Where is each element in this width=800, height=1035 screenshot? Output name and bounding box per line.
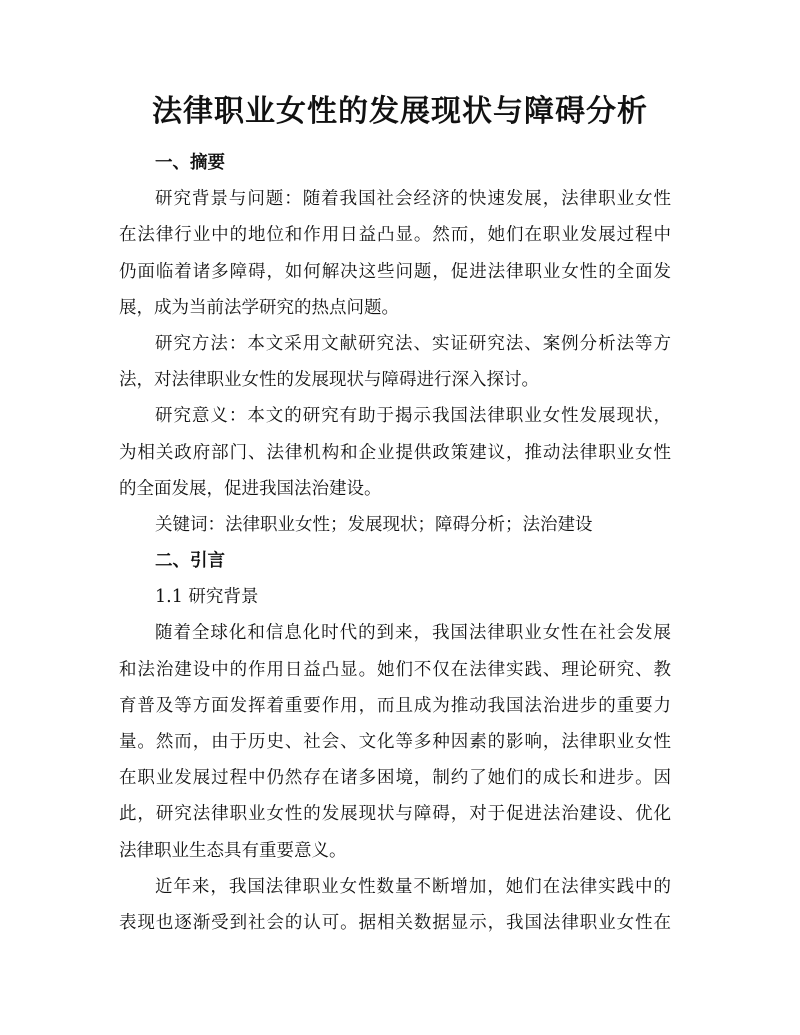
paragraph-line: 在法律行业中的地位和作用日益凸显。然而，她们在职业发展过程中 bbox=[119, 225, 671, 246]
paragraph-line: 研究背景与问题：随着我国社会经济的快速发展，法律职业女性 bbox=[155, 189, 671, 210]
paragraph-line: 法律职业生态具有重要意义。 bbox=[119, 840, 347, 861]
paragraph-line: 量。然而，由于历史、社会、文化等多种因素的影响，法律职业女性 bbox=[119, 732, 671, 752]
paragraph-line: 仍面临着诸多障碍，如何解决这些问题，促进法律职业女性的全面发 bbox=[119, 261, 671, 282]
paragraph-line: 研究方法：本文采用文献研究法、实证研究法、案例分析法等方 bbox=[155, 333, 671, 354]
paragraph-line: 展，成为当前法学研究的热点问题。 bbox=[119, 297, 399, 318]
paragraph-line: 随着全球化和信息化时代的到来，我国法律职业女性在社会发展 bbox=[155, 623, 671, 644]
paragraph-line: 近年来，我国法律职业女性数量不断增加，她们在法律实践中的 bbox=[155, 876, 671, 897]
paragraph-line: 研究意义：本文的研究有助于揭示我国法律职业女性发展现状， bbox=[155, 406, 671, 427]
document-body bbox=[119, 145, 671, 941]
section-heading: 一、摘要 bbox=[155, 153, 225, 173]
paragraph-line: 育普及等方面发挥着重要作用，而且成为推动我国法治进步的重要力 bbox=[119, 695, 671, 716]
paragraph-line: 为相关政府部门、法律机构和企业提供政策建议，推动法律职业女性 bbox=[119, 442, 671, 463]
paragraph-line: 的全面发展，促进我国法治建设。 bbox=[119, 478, 382, 499]
paragraph-line: 此，研究法律职业女性的发展现状与障碍，对于促进法治建设、优化 bbox=[119, 804, 671, 825]
document-title: 法律职业女性的发展现状与障碍分析 bbox=[152, 94, 648, 129]
keywords-line: 关键词：法律职业女性；发展现状；障碍分析；法治建设 bbox=[155, 514, 593, 535]
subsection-heading: 1.1 研究背景 bbox=[155, 587, 259, 608]
section-heading: 二、引言 bbox=[155, 551, 225, 572]
paragraph-line: 和法治建设中的作用日益凸显。她们不仅在法律实践、理论研究、教 bbox=[119, 659, 671, 680]
paragraph-line: 表现也逐渐受到社会的认可。据相关数据显示，我国法律职业女性在 bbox=[119, 912, 671, 933]
paragraph-line: 法，对法律职业女性的发展现状与障碍进行深入探讨。 bbox=[119, 370, 539, 391]
paragraph-line: 在职业发展过程中仍然存在诸多困境，制约了她们的成长和进步。因 bbox=[119, 768, 671, 789]
